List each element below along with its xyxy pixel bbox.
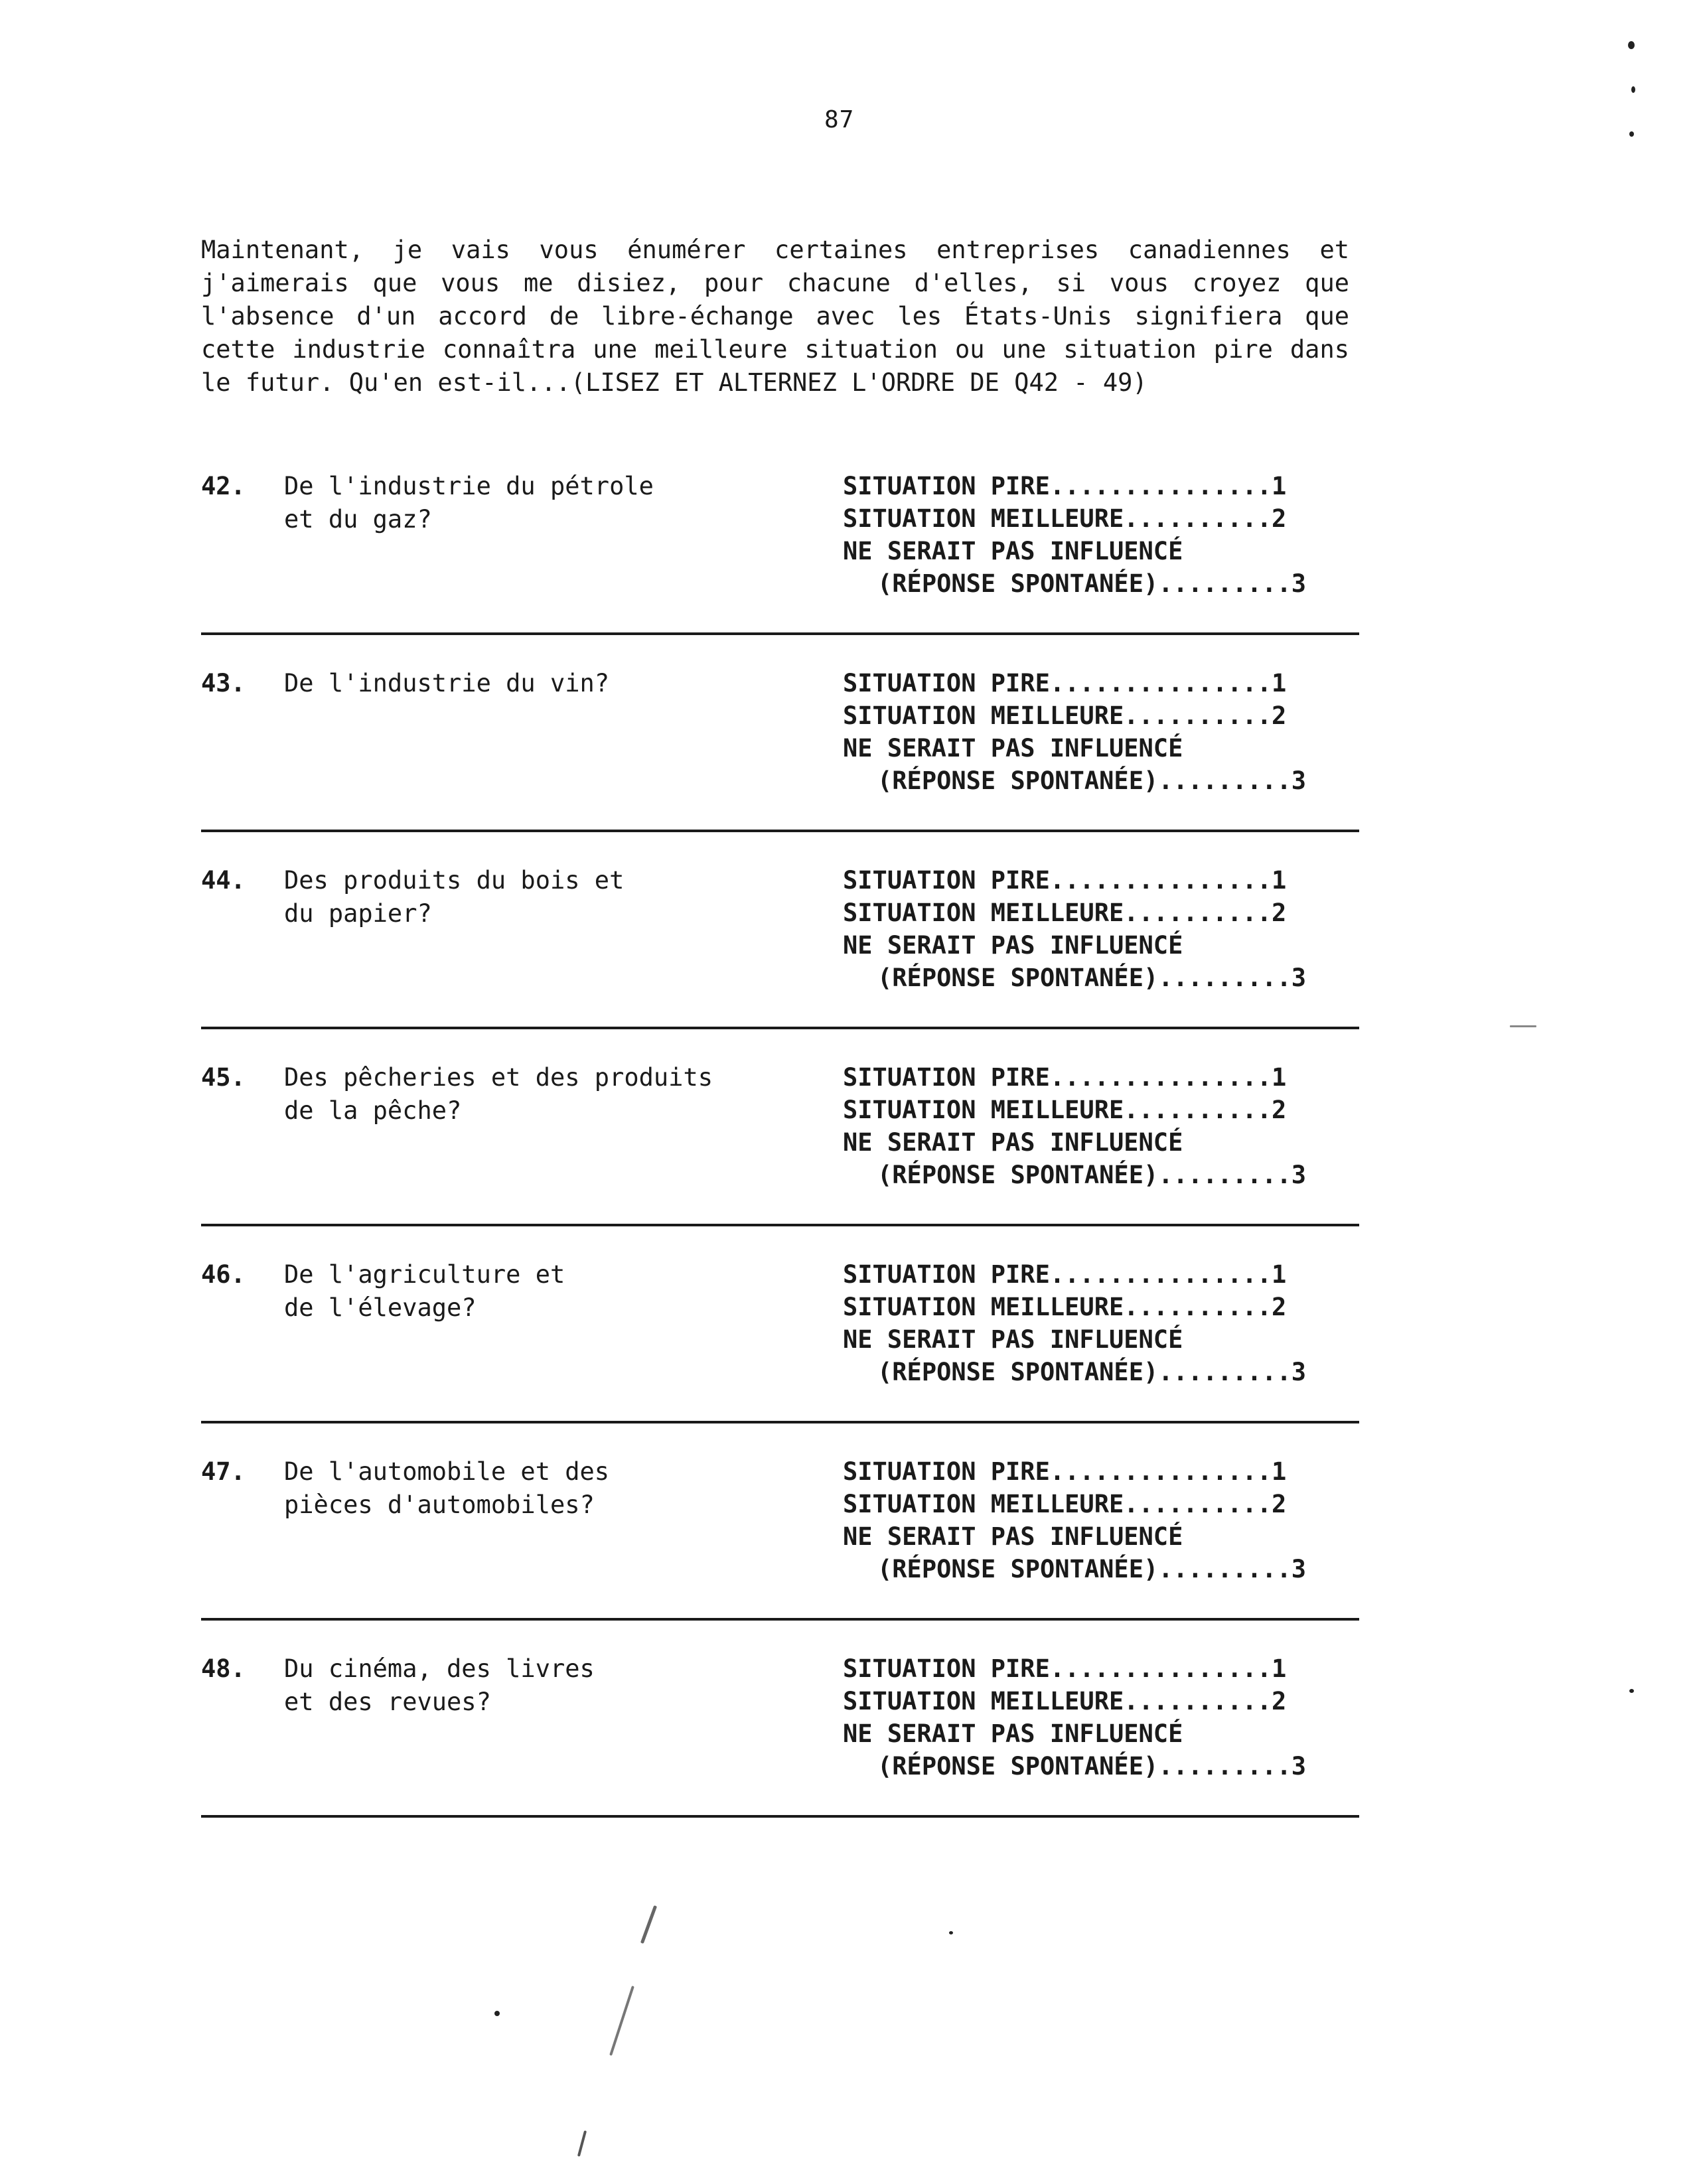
section-divider xyxy=(201,632,1359,635)
question-43 xyxy=(201,667,1369,846)
scan-speck xyxy=(640,1905,657,1944)
section-divider xyxy=(201,1421,1359,1423)
answer-situation-meilleure: SITUATION MEILLEURE..........2 xyxy=(843,504,1287,533)
answer-options xyxy=(843,1652,1306,1783)
scan-speck xyxy=(1631,86,1635,93)
scan-speck xyxy=(1510,1025,1536,1027)
scan-speck xyxy=(494,2011,500,2016)
section-divider xyxy=(201,1224,1359,1226)
answer-options xyxy=(843,1258,1306,1388)
intro-paragraph: Maintenant, je vais vous énumérer certaines entreprises canadiennes et j'aimerais que vous me disiez, pour chacune d'elles, si vous croyez que l'absence d'un accord de libre-échange avec les États-Unis signifiera que cette industrie connaîtra une meilleure situation ou une situation pire dans le futur. Qu'en est-il...(LISEZ ET ALTERNEZ L'ORDRE DE Q42 - 49) xyxy=(201,236,1349,397)
question-45 xyxy=(201,1061,1369,1240)
answer-situation-pire: SITUATION PIRE...............1 xyxy=(843,1063,1287,1092)
scan-speck xyxy=(1628,41,1635,49)
answer-options xyxy=(843,470,1306,600)
answer-situation-meilleure: SITUATION MEILLEURE..........2 xyxy=(843,1490,1287,1518)
question-text: De l'industrie du pétrole et du gaz? xyxy=(284,472,654,534)
question-42 xyxy=(201,470,1369,649)
answer-situation-pire: SITUATION PIRE...............1 xyxy=(843,1260,1287,1289)
answer-situation-pire: SITUATION PIRE...............1 xyxy=(843,1457,1287,1486)
answer-ne-serait-pas-influence: NE SERAIT PAS INFLUENCÉ xyxy=(843,1325,1183,1354)
question-number: 45. xyxy=(201,1063,246,1092)
question-text: De l'automobile et des pièces d'automobiles? xyxy=(284,1457,610,1519)
answer-situation-meilleure: SITUATION MEILLEURE..........2 xyxy=(843,1096,1287,1124)
question-text: De l'industrie du vin? xyxy=(284,669,610,697)
answer-reponse-spontanee: (RÉPONSE SPONTANÉE).........3 xyxy=(877,1555,1307,1583)
answer-situation-meilleure: SITUATION MEILLEURE..........2 xyxy=(843,899,1287,927)
section-divider xyxy=(201,1815,1359,1818)
answer-ne-serait-pas-influence: NE SERAIT PAS INFLUENCÉ xyxy=(843,734,1183,763)
scan-speck xyxy=(1629,131,1634,137)
answer-situation-pire: SITUATION PIRE...............1 xyxy=(843,472,1287,500)
answer-reponse-spontanee: (RÉPONSE SPONTANÉE).........3 xyxy=(877,1161,1307,1189)
section-divider xyxy=(201,830,1359,832)
answer-reponse-spontanee: (RÉPONSE SPONTANÉE).........3 xyxy=(877,1358,1307,1386)
scan-speck xyxy=(949,1931,953,1934)
question-text: Des pêcheries et des produits de la pêche? xyxy=(284,1063,713,1125)
answer-reponse-spontanee: (RÉPONSE SPONTANÉE).........3 xyxy=(877,964,1307,992)
answer-options xyxy=(843,1455,1306,1585)
answer-situation-pire: SITUATION PIRE...............1 xyxy=(843,1654,1287,1683)
answer-situation-meilleure: SITUATION MEILLEURE..........2 xyxy=(843,1687,1287,1715)
answer-ne-serait-pas-influence: NE SERAIT PAS INFLUENCÉ xyxy=(843,1719,1183,1748)
answer-situation-pire: SITUATION PIRE...............1 xyxy=(843,866,1287,895)
scan-speck xyxy=(1629,1689,1634,1693)
page-number: 87 xyxy=(824,106,855,133)
question-text: Du cinéma, des livres et des revues? xyxy=(284,1654,595,1716)
answer-situation-pire: SITUATION PIRE...............1 xyxy=(843,669,1287,697)
question-number: 48. xyxy=(201,1654,246,1683)
question-46 xyxy=(201,1258,1369,1437)
question-number: 47. xyxy=(201,1457,246,1486)
scan-speck xyxy=(609,1986,634,2056)
answer-reponse-spontanee: (RÉPONSE SPONTANÉE).........3 xyxy=(877,766,1307,795)
question-number: 42. xyxy=(201,472,246,500)
answer-ne-serait-pas-influence: NE SERAIT PAS INFLUENCÉ xyxy=(843,537,1183,565)
answer-reponse-spontanee: (RÉPONSE SPONTANÉE).........3 xyxy=(877,1752,1307,1781)
question-47 xyxy=(201,1455,1369,1635)
answer-situation-meilleure: SITUATION MEILLEURE..........2 xyxy=(843,1293,1287,1321)
question-text: Des produits du bois et du papier? xyxy=(284,866,625,928)
section-divider xyxy=(201,1027,1359,1029)
answer-options xyxy=(843,864,1306,994)
answer-ne-serait-pas-influence: NE SERAIT PAS INFLUENCÉ xyxy=(843,931,1183,960)
answer-ne-serait-pas-influence: NE SERAIT PAS INFLUENCÉ xyxy=(843,1128,1183,1157)
section-divider xyxy=(201,1618,1359,1621)
answer-ne-serait-pas-influence: NE SERAIT PAS INFLUENCÉ xyxy=(843,1522,1183,1551)
answer-options xyxy=(843,667,1306,797)
question-number: 44. xyxy=(201,866,246,895)
question-text: De l'agriculture et de l'élevage? xyxy=(284,1260,565,1322)
question-number: 46. xyxy=(201,1260,246,1289)
question-44 xyxy=(201,864,1369,1043)
scan-speck xyxy=(577,2130,587,2157)
question-number: 43. xyxy=(201,669,246,697)
answer-reponse-spontanee: (RÉPONSE SPONTANÉE).........3 xyxy=(877,569,1307,598)
answer-options xyxy=(843,1061,1306,1191)
answer-situation-meilleure: SITUATION MEILLEURE..........2 xyxy=(843,701,1287,730)
question-48 xyxy=(201,1652,1369,1832)
